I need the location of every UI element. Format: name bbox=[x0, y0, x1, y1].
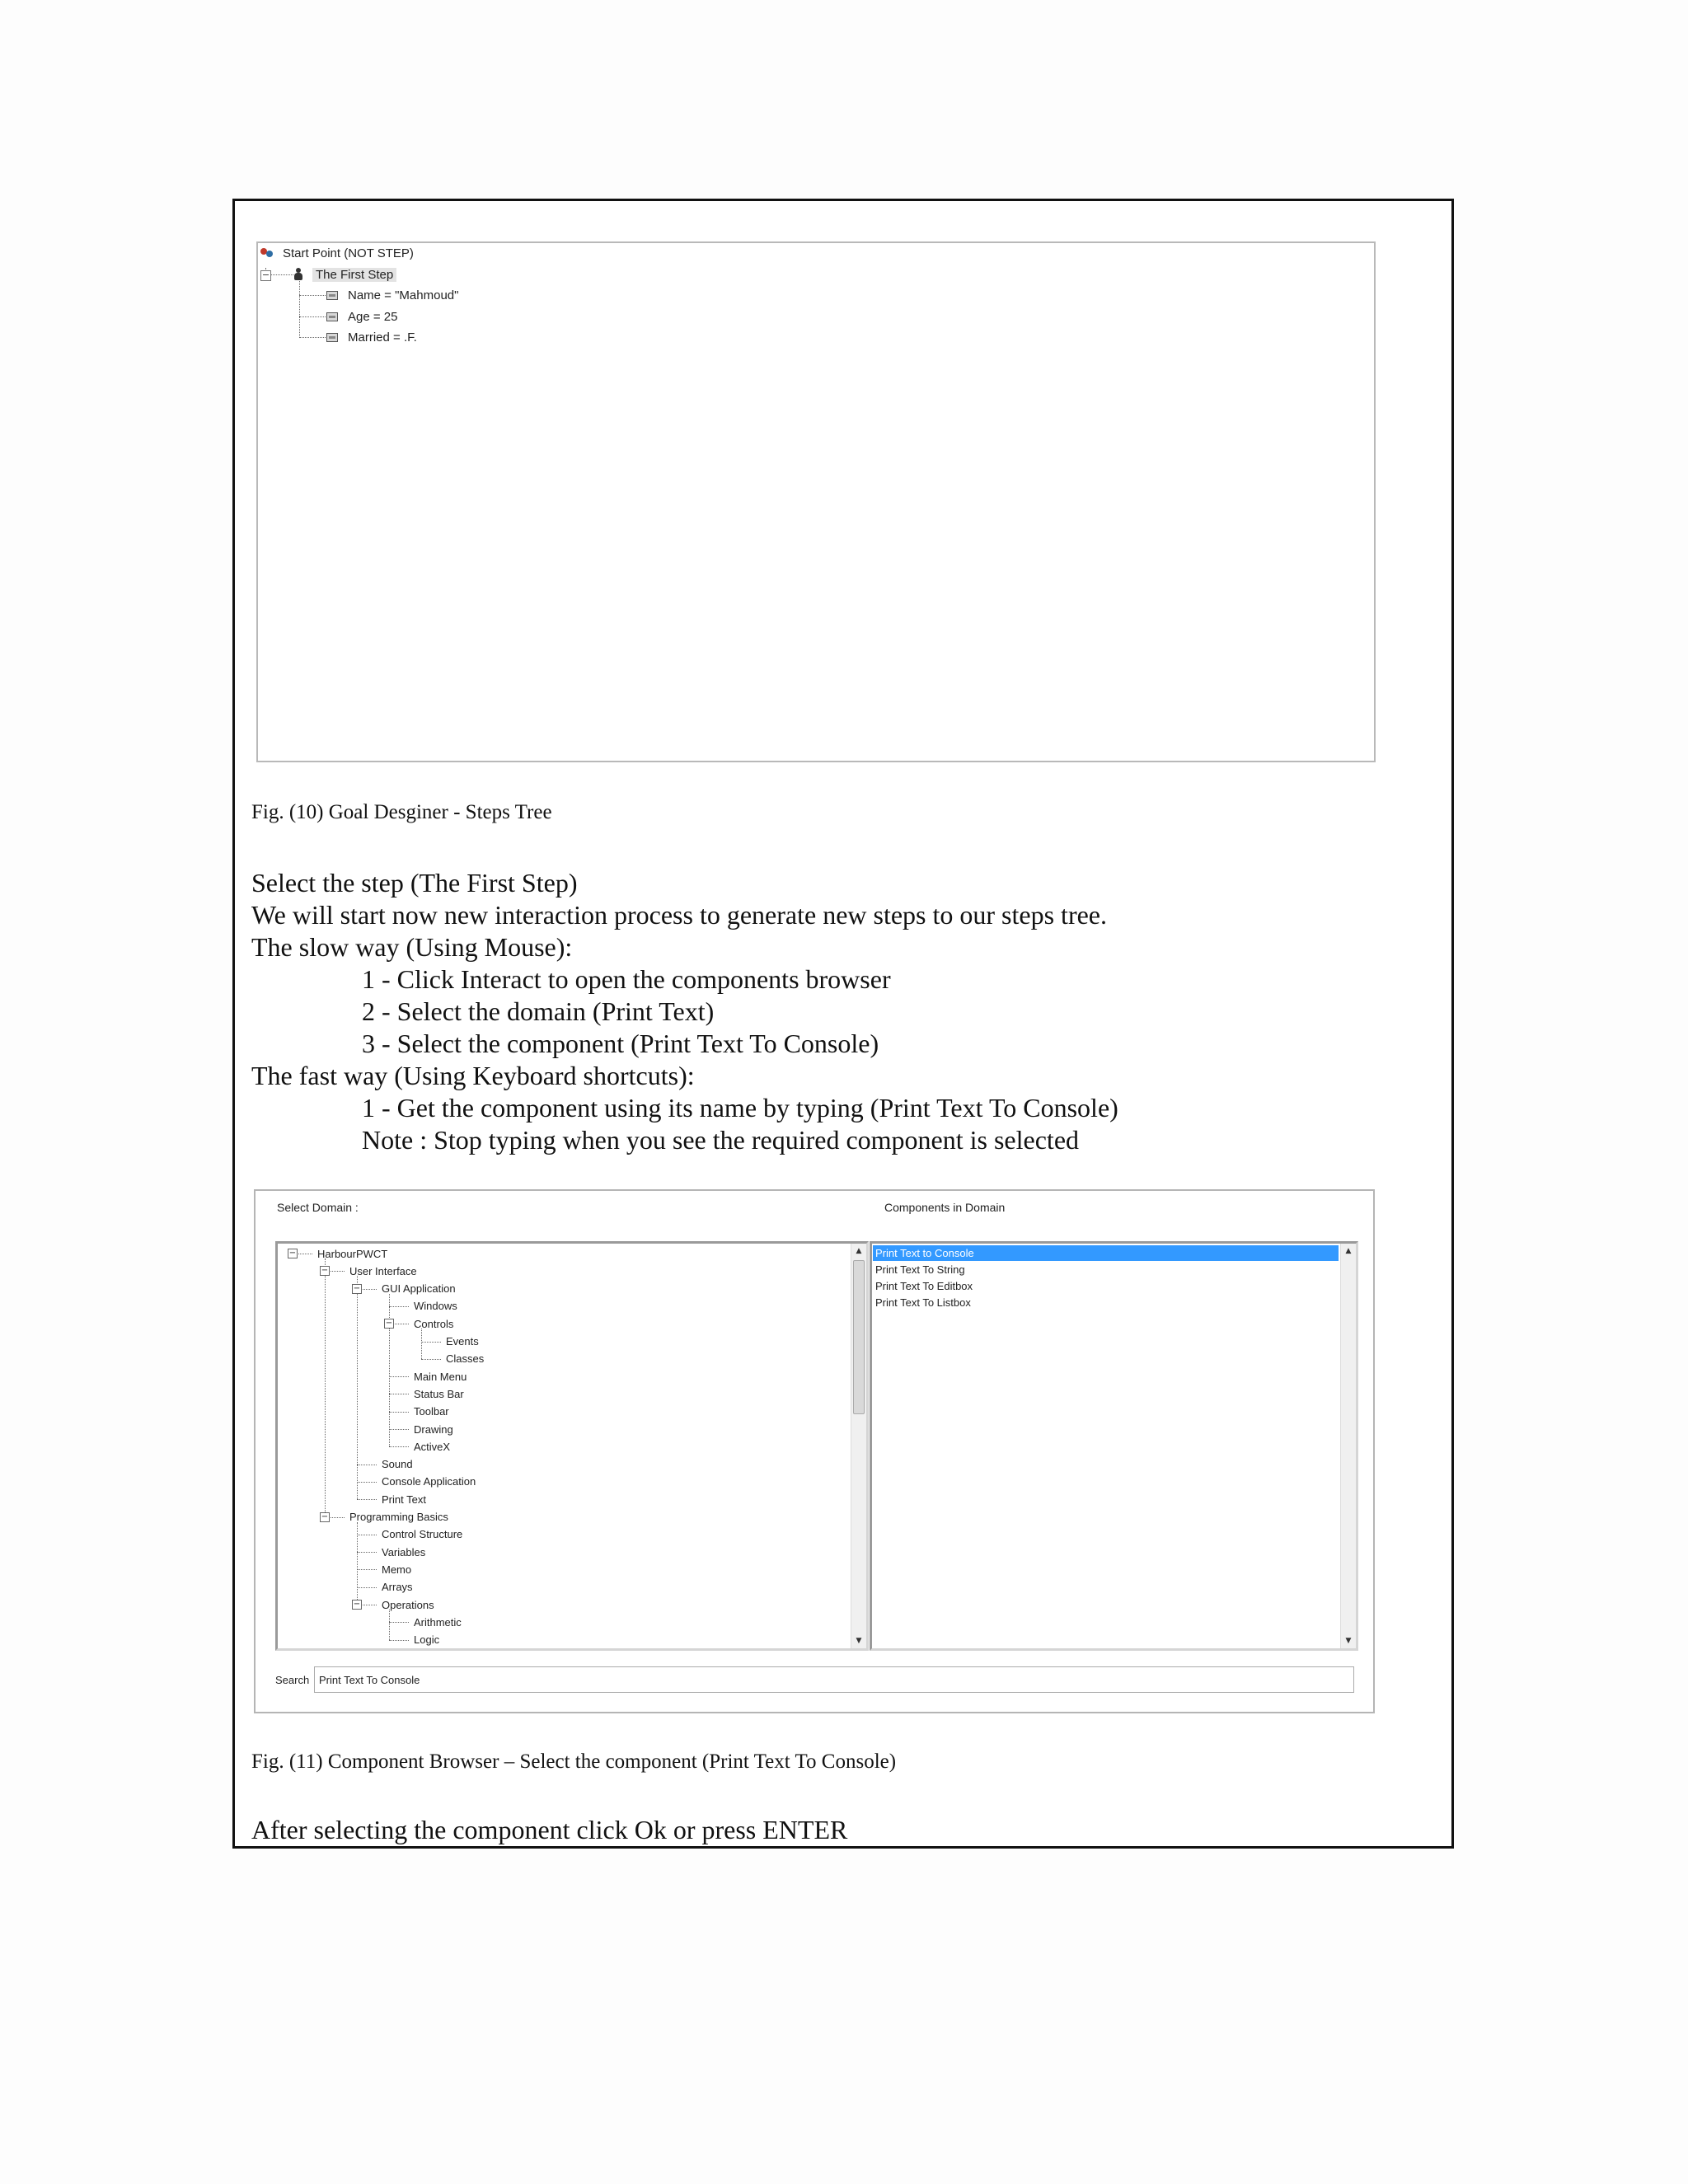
domain-tree-item[interactable] bbox=[382, 1474, 476, 1489]
component-list-item[interactable]: Print Text To String bbox=[875, 1263, 965, 1276]
domain-tree-label: Console Application bbox=[382, 1475, 476, 1488]
tree-connector bbox=[389, 1412, 409, 1413]
tree-connector bbox=[325, 1258, 326, 1517]
tree-connector bbox=[299, 316, 326, 317]
tree-node-label: Age = 25 bbox=[348, 309, 398, 324]
collapse-icon[interactable]: − bbox=[288, 1249, 297, 1258]
components-label: Components in Domain bbox=[884, 1201, 1006, 1214]
tree-connector bbox=[389, 1376, 409, 1377]
collapse-icon[interactable]: − bbox=[353, 1283, 361, 1293]
domain-tree-label: Memo bbox=[382, 1563, 412, 1576]
scroll-up-icon[interactable]: ▲ bbox=[856, 1247, 862, 1255]
start-point-icon bbox=[260, 246, 274, 260]
domain-tree-item[interactable] bbox=[382, 1562, 411, 1577]
domain-tree-item[interactable] bbox=[446, 1334, 479, 1349]
instruction-step: 1 - Click Interact to open the components browser bbox=[362, 964, 891, 994]
collapse-icon[interactable]: − bbox=[261, 269, 270, 280]
component-browser bbox=[254, 1189, 1375, 1713]
domain-tree[interactable] bbox=[275, 1241, 869, 1651]
tree-node-start[interactable] bbox=[260, 245, 414, 261]
domain-tree-item[interactable] bbox=[414, 1316, 453, 1331]
figure-11-caption: Fig. (11) Component Browser – Select the component (Print Text To Console) bbox=[251, 1750, 897, 1773]
domain-tree-label: Print Text bbox=[382, 1493, 426, 1506]
steps-tree-panel[interactable] bbox=[256, 241, 1376, 762]
tree-connector bbox=[421, 1359, 441, 1360]
domain-tree-label: Variables bbox=[382, 1545, 426, 1558]
tree-connector bbox=[421, 1329, 422, 1359]
collapse-icon[interactable]: − bbox=[353, 1600, 361, 1609]
tree-node-label: Start Point (NOT STEP) bbox=[283, 246, 414, 260]
tree-connector bbox=[357, 1552, 377, 1553]
domain-tree-item[interactable] bbox=[382, 1457, 413, 1472]
tree-connector bbox=[357, 1587, 377, 1588]
domain-tree-item[interactable] bbox=[382, 1580, 413, 1595]
scroll-down-icon[interactable]: ▼ bbox=[1345, 1637, 1352, 1645]
instruction-step: 3 - Select the component (Print Text To Console) bbox=[362, 1029, 879, 1058]
domain-tree-item[interactable] bbox=[414, 1439, 450, 1454]
collapse-icon[interactable]: − bbox=[321, 1266, 329, 1276]
components-list[interactable] bbox=[870, 1241, 1358, 1651]
tree-connector bbox=[357, 1569, 377, 1570]
domain-tree-item[interactable] bbox=[414, 1404, 449, 1419]
domain-tree-item[interactable] bbox=[349, 1263, 417, 1278]
scroll-down-icon[interactable]: ▼ bbox=[856, 1637, 862, 1645]
domain-tree-label: ActiveX bbox=[414, 1440, 451, 1453]
domain-tree-label: Classes bbox=[446, 1352, 485, 1366]
tree-node-property[interactable] bbox=[326, 329, 417, 345]
domain-tree-label: Events bbox=[446, 1335, 479, 1347]
tree-node-property[interactable] bbox=[326, 308, 397, 325]
step-icon bbox=[294, 268, 302, 281]
instruction-step: 2 - Select the domain (Print Text) bbox=[362, 996, 715, 1026]
domain-tree-label: Control Structure bbox=[382, 1528, 463, 1541]
tree-connector bbox=[270, 274, 293, 275]
domain-tree-label: Toolbar bbox=[414, 1405, 449, 1418]
domain-tree-label: HarbourPWCT bbox=[317, 1247, 388, 1260]
domain-tree-item[interactable] bbox=[414, 1422, 453, 1436]
instruction-step: 1 - Get the component using its name by typing (Print Text To Console) bbox=[362, 1093, 1118, 1122]
tree-node-label: Married = .F. bbox=[348, 330, 417, 344]
property-icon bbox=[326, 291, 338, 300]
domain-tree-item[interactable] bbox=[382, 1544, 425, 1559]
components-scrollbar[interactable] bbox=[1340, 1244, 1356, 1648]
tree-connector bbox=[389, 1429, 409, 1430]
tree-connector bbox=[389, 1306, 409, 1307]
component-list-item[interactable]: Print Text To Editbox bbox=[875, 1280, 973, 1292]
domain-tree-item[interactable] bbox=[382, 1597, 434, 1612]
domain-tree-item[interactable] bbox=[382, 1282, 456, 1296]
domain-tree-label: Main Menu bbox=[414, 1370, 467, 1383]
domain-tree-item[interactable] bbox=[414, 1369, 467, 1384]
domain-tree-label: Arithmetic bbox=[414, 1615, 462, 1629]
tree-connector bbox=[299, 281, 300, 338]
domain-tree-label: Status Bar bbox=[414, 1387, 464, 1400]
domain-tree-item[interactable] bbox=[382, 1527, 462, 1542]
tree-connector bbox=[299, 295, 326, 296]
domain-tree-label: Sound bbox=[382, 1458, 413, 1471]
tree-connector bbox=[389, 1640, 409, 1641]
footer-text: After selecting the component click Ok or press ENTER bbox=[251, 1815, 848, 1844]
tree-connector bbox=[389, 1446, 409, 1447]
domain-tree-label: Arrays bbox=[382, 1581, 413, 1594]
tree-node-label: The First Step bbox=[312, 268, 396, 282]
select-domain-label: Select Domain : bbox=[277, 1201, 359, 1214]
domain-tree-item[interactable] bbox=[414, 1386, 464, 1401]
domain-tree-label: Windows bbox=[414, 1300, 457, 1313]
page-frame bbox=[232, 199, 1454, 1849]
domain-tree-label: Operations bbox=[382, 1598, 434, 1611]
domain-tree-label: Logic bbox=[414, 1633, 440, 1647]
figure-10-caption: Fig. (10) Goal Desginer - Steps Tree bbox=[251, 801, 552, 823]
component-list-item[interactable]: Print Text to Console bbox=[873, 1245, 1339, 1261]
domain-tree-label: User Interface bbox=[349, 1264, 417, 1277]
domain-tree-label: Drawing bbox=[414, 1422, 453, 1436]
instruction-note: Note : Stop typing when you see the required component is selected bbox=[362, 1125, 1080, 1155]
domain-tree-item[interactable] bbox=[317, 1246, 387, 1261]
component-list-item[interactable]: Print Text To Listbox bbox=[875, 1296, 971, 1309]
domain-tree-item[interactable] bbox=[414, 1633, 439, 1647]
domain-tree-label: GUI Application bbox=[382, 1282, 456, 1296]
domain-scrollbar[interactable] bbox=[851, 1244, 866, 1648]
instruction-line: The fast way (Using Keyboard shortcuts): bbox=[251, 1061, 695, 1090]
domain-tree-item[interactable] bbox=[349, 1510, 448, 1525]
tree-connector bbox=[389, 1622, 409, 1623]
domain-tree-label: Controls bbox=[414, 1317, 454, 1330]
tree-connector bbox=[357, 1482, 377, 1483]
search-label: Search bbox=[275, 1674, 310, 1686]
tree-connector bbox=[389, 1610, 390, 1640]
instruction-line: The slow way (Using Mouse): bbox=[251, 932, 573, 962]
property-icon bbox=[326, 312, 338, 321]
domain-tree-item[interactable] bbox=[414, 1299, 457, 1314]
collapse-icon[interactable]: − bbox=[385, 1319, 393, 1329]
instruction-line: We will start now new interaction process to generate new steps to our steps tree. bbox=[251, 900, 1107, 930]
scroll-thumb[interactable] bbox=[853, 1260, 865, 1414]
instruction-line: Select the step (The First Step) bbox=[251, 868, 578, 898]
search-input[interactable] bbox=[314, 1666, 1354, 1693]
domain-tree-item[interactable] bbox=[382, 1492, 426, 1507]
domain-tree-label: Programming Basics bbox=[349, 1511, 448, 1523]
tree-connector bbox=[389, 1294, 390, 1447]
property-icon bbox=[326, 333, 338, 342]
tree-connector bbox=[421, 1342, 441, 1343]
tree-connector bbox=[357, 1276, 358, 1499]
tree-connector bbox=[357, 1499, 377, 1500]
collapse-icon[interactable]: − bbox=[321, 1511, 329, 1521]
tree-connector bbox=[299, 337, 326, 338]
domain-tree-item[interactable] bbox=[414, 1615, 462, 1629]
tree-node-label: Name = "Mahmoud" bbox=[348, 288, 459, 302]
domain-tree-item[interactable] bbox=[446, 1352, 484, 1366]
scroll-up-icon[interactable]: ▲ bbox=[1345, 1247, 1352, 1255]
tree-node-property[interactable] bbox=[326, 287, 458, 303]
tree-node-step[interactable] bbox=[294, 266, 396, 283]
instructions bbox=[251, 867, 1118, 1156]
